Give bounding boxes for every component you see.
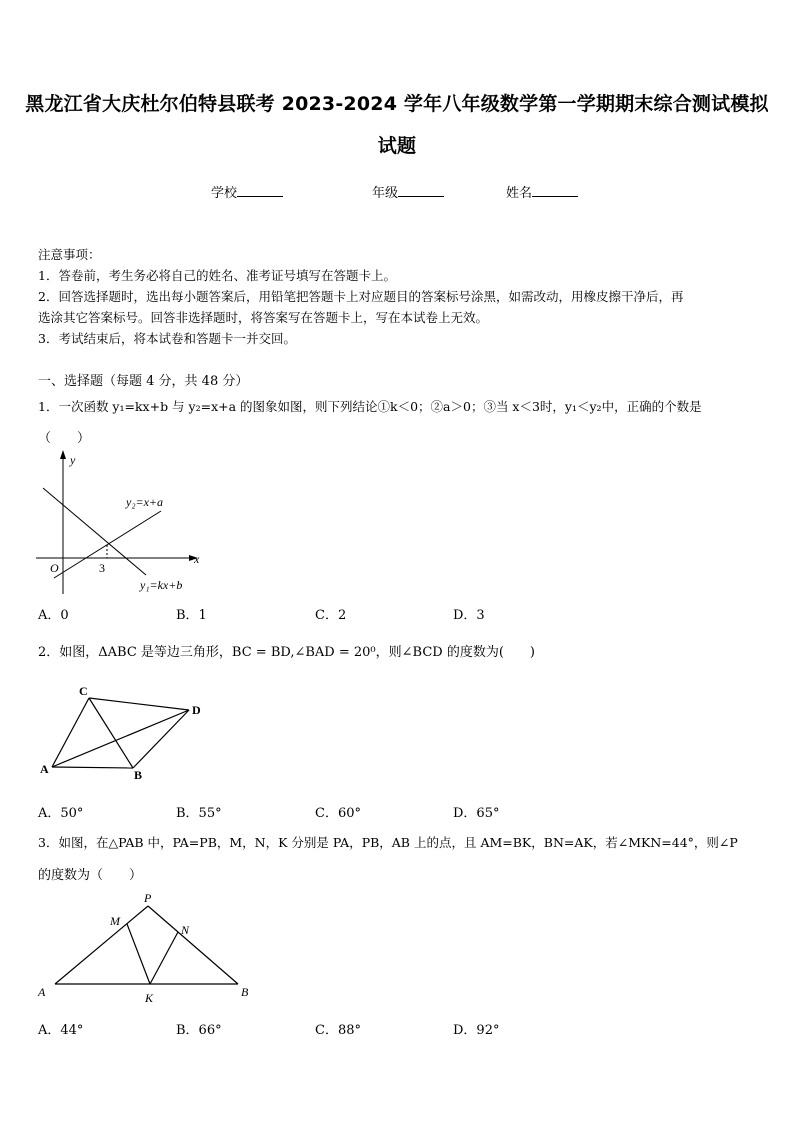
q3-side-pb bbox=[148, 906, 238, 984]
q1-y-label: y bbox=[70, 453, 76, 467]
q3-text-line2: 的度数为（ ） bbox=[38, 868, 143, 883]
q2-option-a[interactable]: A．50° bbox=[38, 806, 84, 821]
q1-option-a[interactable]: A．0 bbox=[38, 608, 69, 623]
q3-label-m: M bbox=[110, 914, 120, 928]
q3-label-b: B bbox=[241, 985, 249, 999]
q3-text-line1: 3．如图，在△PAB 中，PA=PB，M，N，K 分别是 PA，PB，AB 上的点，且 AM=BK，BN=AK，若∠MKN=44°，则∠P bbox=[38, 835, 738, 850]
grade-field bbox=[372, 182, 444, 201]
q1-option-c[interactable]: C．2 bbox=[315, 608, 347, 623]
q1-option-b[interactable]: B．1 bbox=[176, 608, 207, 623]
q1-text-line2: （ ） bbox=[38, 431, 91, 446]
note-3: 3．考试结束后，将本试卷和答题卡一并交回。 bbox=[38, 331, 296, 346]
q3-option-c[interactable]: C．88° bbox=[315, 1023, 361, 1038]
q3-side-pa bbox=[55, 906, 148, 984]
q2-side-cd bbox=[89, 698, 189, 710]
q3-segment-mk bbox=[127, 924, 150, 984]
name-field bbox=[506, 182, 578, 201]
q2-label-a: A bbox=[40, 762, 49, 776]
name-label: 姓名 bbox=[506, 186, 533, 201]
note-2-line1: 2．回答选择题时，选出每小题答案后，用铅笔把答题卡上对应题目的答案标号涂黑，如需改动，用橡皮擦干净后，再 bbox=[38, 289, 684, 304]
q1-figure bbox=[30, 448, 210, 596]
q2-side-bd bbox=[133, 710, 189, 768]
q2-label-d: D bbox=[192, 703, 201, 717]
q2-side-ab bbox=[52, 767, 133, 768]
q2-side-cb bbox=[89, 698, 133, 768]
q1-text-line1: 1．一次函数 y₁=kx+b 与 y₂=x+a 的图象如图，则下列结论①k＜0；②a＞0；③当 x＜3时，y₁＜y₂中，正确的个数是 bbox=[38, 399, 702, 414]
q1-y-arrow-icon bbox=[60, 450, 66, 459]
q2-option-d[interactable]: D．65° bbox=[453, 806, 500, 821]
notes-heading: 注意事项： bbox=[38, 247, 101, 262]
q3-option-b[interactable]: B．66° bbox=[176, 1023, 222, 1038]
q1-y1-label: y₁=kx+b bbox=[140, 578, 183, 592]
q3-segment-kn bbox=[150, 932, 178, 984]
q3-label-n: N bbox=[181, 923, 190, 937]
document-title-line1: 黑龙江省大庆杜尔伯特县联考 2023-2024 学年八年级数学第一学期期末综合测试模拟 bbox=[25, 93, 769, 115]
q2-label-c: C bbox=[79, 684, 88, 698]
q1-tick-3-label: 3 bbox=[99, 561, 105, 575]
q2-side-ac bbox=[52, 698, 89, 767]
q1-line-y2 bbox=[54, 511, 161, 578]
note-1: 1．答卷前，考生务必将自己的姓名、准考证号填写在答题卡上。 bbox=[38, 268, 396, 283]
section-heading: 一、选择题（每题 4 分，共 48 分） bbox=[38, 374, 249, 389]
q3-option-d[interactable]: D．92° bbox=[453, 1023, 500, 1038]
q2-label-b: B bbox=[134, 768, 143, 782]
school-blank bbox=[237, 184, 283, 197]
q3-label-k: K bbox=[145, 991, 154, 1005]
q2-segment-ad bbox=[52, 710, 189, 767]
q1-option-d[interactable]: D．3 bbox=[453, 608, 485, 623]
q3-option-a[interactable]: A．44° bbox=[38, 1023, 84, 1038]
document-title-line2: 试题 bbox=[377, 135, 417, 157]
q3-figure bbox=[30, 888, 260, 1008]
q2-option-c[interactable]: C．60° bbox=[315, 806, 361, 821]
q1-y2-label: y₂=x+a bbox=[126, 495, 164, 509]
grade-label: 年级 bbox=[372, 186, 399, 201]
note-2-line2: 选涂其它答案标号。回答非选择题时，将答案写在答题卡上，写在本试卷上无效。 bbox=[38, 310, 489, 325]
q1-x-label: x bbox=[194, 552, 200, 566]
q2-figure bbox=[35, 680, 215, 784]
q3-label-p: P bbox=[144, 891, 152, 905]
q1-origin-label: O bbox=[50, 561, 59, 575]
school-label: 学校 bbox=[211, 186, 238, 201]
q3-label-a: A bbox=[38, 985, 46, 999]
school-field bbox=[211, 182, 283, 201]
name-blank bbox=[532, 184, 578, 197]
grade-blank bbox=[398, 184, 444, 197]
q2-option-b[interactable]: B．55° bbox=[176, 806, 222, 821]
q2-text: 2．如图，ΔABC 是等边三角形，BC = BD,∠BAD = 20⁰，则∠BCD 的度数为( ) bbox=[38, 645, 535, 660]
